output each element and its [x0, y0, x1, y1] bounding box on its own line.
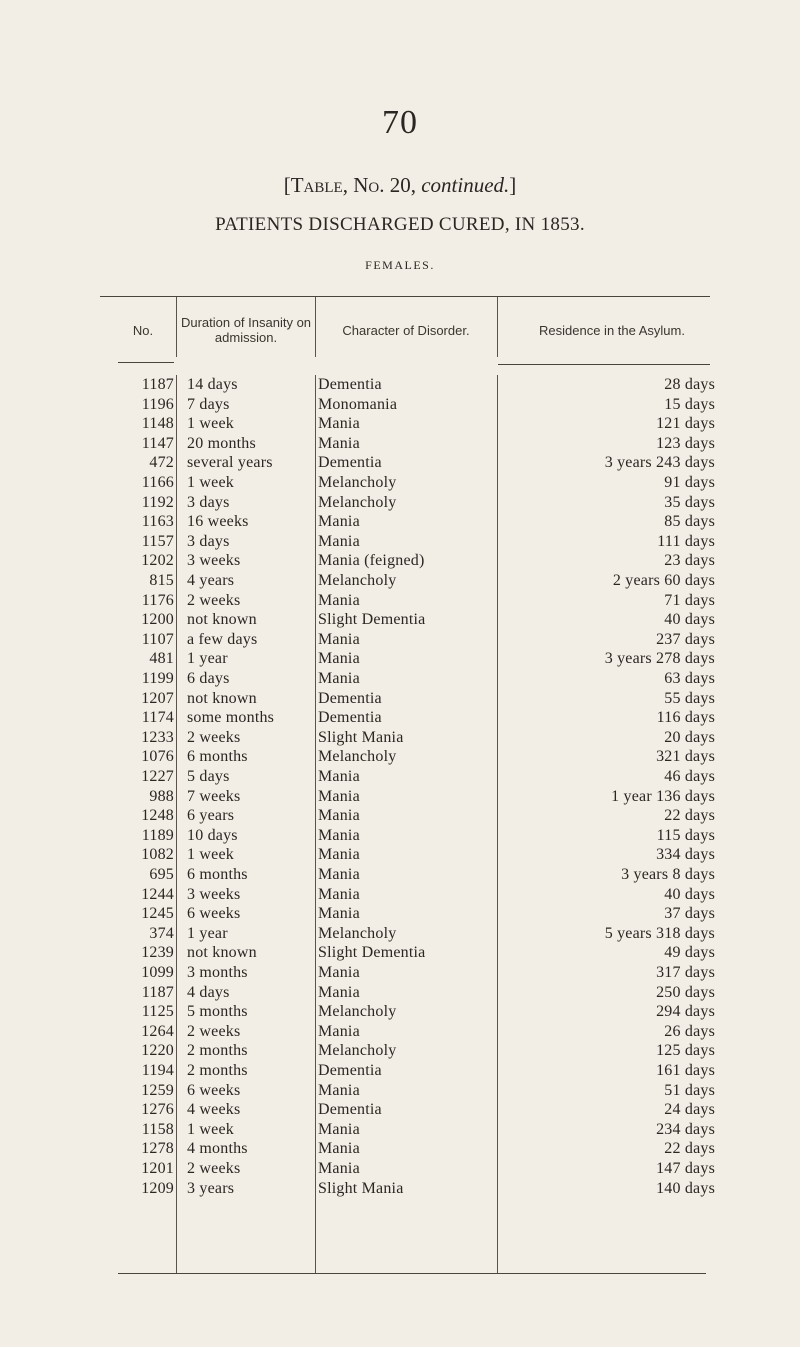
character-cell: Mania — [318, 513, 360, 531]
residence-cell: 15 days — [664, 395, 715, 413]
character-cell: Slight Mania — [318, 1179, 404, 1197]
page-number: 70 — [382, 104, 418, 141]
residence-cell: 2 years 60 days — [612, 572, 715, 589]
table-row — [0, 689, 800, 709]
character-cell: Melancholy — [318, 924, 397, 942]
character-cell: Mania — [318, 1120, 360, 1138]
patient-number: 1276 — [141, 1101, 174, 1119]
patient-number: 1176 — [141, 591, 174, 609]
table-row — [0, 728, 800, 748]
residence-cell: 71 days — [664, 591, 715, 609]
duration-cell: 2 weeks — [187, 1022, 241, 1040]
duration-cell: 2 weeks — [187, 728, 241, 746]
character-cell: Monomania — [318, 395, 398, 413]
character-cell: Slight Mania — [318, 728, 404, 746]
patient-number: 1147 — [141, 434, 174, 452]
residence-cell: 3 years 278 days — [604, 650, 715, 668]
residence-cell: 51 days — [664, 1081, 715, 1099]
duration-cell: 3 months — [187, 964, 248, 981]
table-heading — [0, 173, 800, 198]
table-row — [0, 1061, 800, 1081]
character-cell: Dementia — [318, 454, 382, 472]
character-cell: Melancholy — [318, 748, 397, 766]
header-residence: Residence in the Asylum. — [539, 322, 685, 338]
table-row — [0, 806, 800, 826]
character-cell: Dementia — [318, 1062, 382, 1079]
patient-number: 374 — [149, 924, 174, 942]
table-row — [0, 943, 800, 963]
duration-cell: 1 week — [187, 415, 234, 433]
patient-number: 1157 — [141, 532, 174, 550]
table-row — [0, 747, 800, 767]
character-cell: Mania — [318, 787, 360, 805]
duration-cell: 3 weeks — [187, 885, 241, 903]
table-row — [0, 669, 800, 689]
patient-number: 1163 — [141, 513, 174, 531]
residence-cell: 91 days — [664, 474, 715, 491]
duration-cell: not known — [187, 611, 257, 629]
duration-cell: 1 year — [187, 924, 228, 942]
character-cell: Mania — [318, 885, 360, 903]
patient-number: 988 — [149, 787, 174, 805]
table-row — [0, 375, 800, 395]
residence-cell: 23 days — [664, 552, 715, 570]
residence-cell: 24 days — [664, 1101, 715, 1119]
table-row — [0, 1081, 800, 1101]
character-cell: Mania — [318, 768, 360, 785]
character-cell: Mania — [318, 826, 360, 844]
residence-cell: 111 days — [657, 532, 715, 550]
character-cell: Melancholy — [318, 1003, 397, 1021]
duration-cell: 3 weeks — [187, 552, 241, 570]
residence-cell: 250 days — [656, 983, 715, 1001]
patient-number: 1189 — [141, 826, 174, 844]
residence-cell: 37 days — [664, 905, 715, 923]
table-row — [0, 532, 800, 552]
table-row — [0, 610, 800, 630]
patient-number: 481 — [149, 650, 174, 668]
table-row — [0, 649, 800, 669]
duration-cell: 2 weeks — [187, 1160, 241, 1177]
table-row — [0, 924, 800, 944]
patient-number: 1192 — [141, 493, 174, 511]
character-cell: Mania (feigned) — [318, 552, 425, 570]
section-label: FEMALES. — [365, 258, 435, 272]
duration-cell: 4 months — [187, 1140, 248, 1158]
character-cell: Mania — [318, 983, 360, 1001]
character-cell: Mania — [318, 650, 360, 668]
table-row — [0, 826, 800, 846]
residence-cell: 5 years 318 days — [604, 924, 715, 942]
table-row — [0, 414, 800, 434]
residence-cell: 161 days — [656, 1062, 715, 1079]
patient-number: 1278 — [141, 1140, 174, 1158]
duration-cell: 2 months — [187, 1042, 248, 1060]
patient-number: 1245 — [141, 905, 174, 923]
table-label: Table, No. 20, — [290, 173, 416, 197]
duration-cell: several years — [187, 454, 273, 472]
character-cell: Mania — [318, 630, 360, 648]
residence-cell: 40 days — [664, 611, 715, 629]
residence-cell: 20 days — [664, 728, 715, 746]
table-row — [0, 395, 800, 415]
residence-cell: 321 days — [656, 748, 715, 766]
table-row — [0, 1179, 800, 1199]
top-rule — [100, 296, 710, 297]
continued-label: continued. — [421, 173, 510, 197]
duration-cell: 5 days — [187, 768, 230, 785]
header-bottom-rule — [498, 364, 710, 365]
duration-cell: some months — [187, 709, 275, 727]
residence-cell: 22 days — [664, 1140, 715, 1158]
table-row — [0, 1139, 800, 1159]
table-row — [0, 571, 800, 591]
patient-number: 1201 — [141, 1160, 174, 1177]
character-cell: Slight Dementia — [318, 944, 426, 962]
duration-cell: 1 year — [187, 650, 228, 668]
residence-cell: 140 days — [656, 1179, 715, 1197]
duration-cell: 3 days — [187, 493, 230, 511]
residence-cell: 85 days — [664, 513, 715, 531]
patient-number: 1187 — [141, 983, 174, 1001]
table-row — [0, 591, 800, 611]
residence-cell: 121 days — [656, 415, 715, 433]
duration-cell: a few days — [187, 630, 258, 648]
patient-number: 1174 — [141, 709, 174, 727]
character-cell: Mania — [318, 415, 360, 433]
table-row — [0, 708, 800, 728]
table-row — [0, 551, 800, 571]
patient-number: 1082 — [141, 846, 174, 864]
patient-number: 1202 — [141, 552, 174, 570]
residence-cell: 234 days — [656, 1120, 715, 1138]
column-divider-1 — [176, 297, 177, 357]
header-no: No. — [132, 322, 154, 338]
patient-number: 1194 — [141, 1062, 174, 1079]
character-cell: Melancholy — [318, 572, 397, 589]
character-cell: Dementia — [318, 689, 382, 707]
table-row — [0, 1022, 800, 1042]
duration-cell: not known — [187, 944, 257, 962]
patient-number: 1148 — [141, 415, 174, 433]
header-duration: Duration of Insanity on admission. — [180, 315, 312, 345]
duration-cell: 3 years — [187, 1179, 235, 1197]
table-row — [0, 630, 800, 650]
table-row — [0, 767, 800, 787]
character-cell: Mania — [318, 591, 360, 609]
patient-number: 1239 — [141, 944, 174, 962]
residence-cell: 28 days — [664, 376, 715, 393]
residence-cell: 55 days — [664, 689, 715, 707]
character-cell: Dementia — [318, 709, 382, 727]
duration-cell: 6 months — [187, 748, 248, 766]
duration-cell: 14 days — [187, 376, 238, 393]
patient-number: 1166 — [141, 474, 174, 491]
duration-cell: 6 months — [187, 866, 248, 883]
duration-cell: 1 week — [187, 474, 234, 491]
character-cell: Melancholy — [318, 1042, 397, 1060]
residence-cell: 317 days — [656, 964, 715, 981]
patient-number: 1227 — [141, 768, 174, 785]
patient-number: 695 — [149, 866, 174, 883]
bottom-rule — [118, 1273, 706, 1274]
table-row — [0, 493, 800, 513]
duration-cell: 6 years — [187, 807, 235, 825]
table-row — [0, 1120, 800, 1140]
residence-cell: 125 days — [656, 1042, 715, 1060]
patient-number: 1244 — [141, 885, 174, 903]
character-cell: Melancholy — [318, 493, 397, 511]
character-cell: Dementia — [318, 376, 382, 393]
character-cell: Dementia — [318, 1101, 382, 1119]
residence-cell: 237 days — [656, 630, 715, 648]
character-cell: Mania — [318, 866, 360, 883]
duration-cell: 7 weeks — [187, 787, 241, 805]
table-row — [0, 512, 800, 532]
residence-cell: 115 days — [656, 826, 715, 844]
patient-number: 1220 — [141, 1042, 174, 1060]
residence-cell: 147 days — [656, 1160, 715, 1177]
duration-cell: 2 weeks — [187, 591, 241, 609]
duration-cell: 4 days — [187, 983, 230, 1001]
character-cell: Mania — [318, 670, 360, 687]
character-cell: Mania — [318, 807, 360, 825]
patient-number: 1125 — [141, 1003, 174, 1021]
table-row — [0, 904, 800, 924]
table-row — [0, 845, 800, 865]
table-row — [0, 473, 800, 493]
table-row — [0, 787, 800, 807]
table-row — [0, 453, 800, 473]
character-cell: Mania — [318, 1081, 360, 1099]
duration-cell: 6 weeks — [187, 905, 241, 923]
duration-cell: 6 weeks — [187, 1081, 241, 1099]
duration-cell: 3 days — [187, 532, 230, 550]
patient-number: 1158 — [141, 1120, 174, 1138]
patient-number: 1248 — [141, 807, 174, 825]
patient-number: 1199 — [141, 670, 174, 687]
patient-number: 1076 — [141, 748, 174, 766]
character-cell: Mania — [318, 532, 360, 550]
duration-cell: 2 months — [187, 1062, 248, 1079]
patient-number: 1107 — [141, 630, 174, 648]
header-bottom-rule-no — [118, 362, 174, 363]
residence-cell: 26 days — [664, 1022, 715, 1040]
duration-cell: 4 years — [187, 572, 235, 589]
character-cell: Mania — [318, 1140, 360, 1158]
duration-cell: 6 days — [187, 670, 230, 687]
patient-number: 1200 — [141, 611, 174, 629]
residence-cell: 3 years 8 days — [621, 866, 715, 883]
table-row — [0, 865, 800, 885]
heading-open-bracket: [ — [283, 173, 291, 197]
patient-number: 815 — [149, 572, 174, 589]
duration-cell: 20 months — [187, 434, 256, 452]
patient-number: 1259 — [141, 1081, 174, 1099]
residence-cell: 334 days — [656, 846, 715, 864]
duration-cell: 7 days — [187, 395, 230, 413]
table-row — [0, 963, 800, 983]
heading-close-bracket: ] — [509, 173, 517, 197]
patient-number: 472 — [149, 454, 174, 472]
residence-cell: 49 days — [664, 944, 715, 962]
table-row — [0, 1100, 800, 1120]
character-cell: Mania — [318, 434, 360, 452]
table-row — [0, 1159, 800, 1179]
table-row — [0, 434, 800, 454]
patient-number: 1209 — [141, 1179, 174, 1197]
character-cell: Mania — [318, 1160, 360, 1177]
header-character: Character of Disorder. — [342, 322, 470, 338]
character-cell: Mania — [318, 1022, 360, 1040]
duration-cell: 5 months — [187, 1003, 248, 1021]
patient-number: 1233 — [141, 728, 174, 746]
patient-number: 1264 — [141, 1022, 174, 1040]
residence-cell: 63 days — [664, 670, 715, 687]
character-cell: Mania — [318, 964, 360, 981]
duration-cell: 4 weeks — [187, 1101, 241, 1119]
table-subtitle: PATIENTS DISCHARGED CURED, IN 1853. — [215, 214, 585, 235]
table-row — [0, 1002, 800, 1022]
residence-cell: 116 days — [656, 709, 715, 727]
patient-number: 1099 — [141, 964, 174, 981]
character-cell: Mania — [318, 905, 360, 923]
duration-cell: not known — [187, 689, 257, 707]
residence-cell: 46 days — [664, 768, 715, 785]
residence-cell: 123 days — [656, 434, 715, 452]
character-cell: Slight Dementia — [318, 611, 426, 629]
duration-cell: 10 days — [187, 826, 238, 844]
residence-cell: 40 days — [664, 885, 715, 903]
patient-number: 1207 — [141, 689, 174, 707]
character-cell: Melancholy — [318, 474, 397, 491]
residence-cell: 3 years 243 days — [604, 454, 715, 472]
residence-cell: 294 days — [656, 1003, 715, 1021]
patient-number: 1196 — [141, 395, 174, 413]
patient-number: 1187 — [141, 376, 174, 393]
table-row — [0, 885, 800, 905]
duration-cell: 16 weeks — [187, 513, 249, 531]
duration-cell: 1 week — [187, 1120, 234, 1138]
duration-cell: 1 week — [187, 846, 234, 864]
table-row — [0, 983, 800, 1003]
residence-cell: 1 year 136 days — [611, 787, 715, 805]
residence-cell: 22 days — [664, 807, 715, 825]
residence-cell: 35 days — [664, 493, 715, 511]
character-cell: Mania — [318, 846, 360, 864]
table-row — [0, 1041, 800, 1061]
